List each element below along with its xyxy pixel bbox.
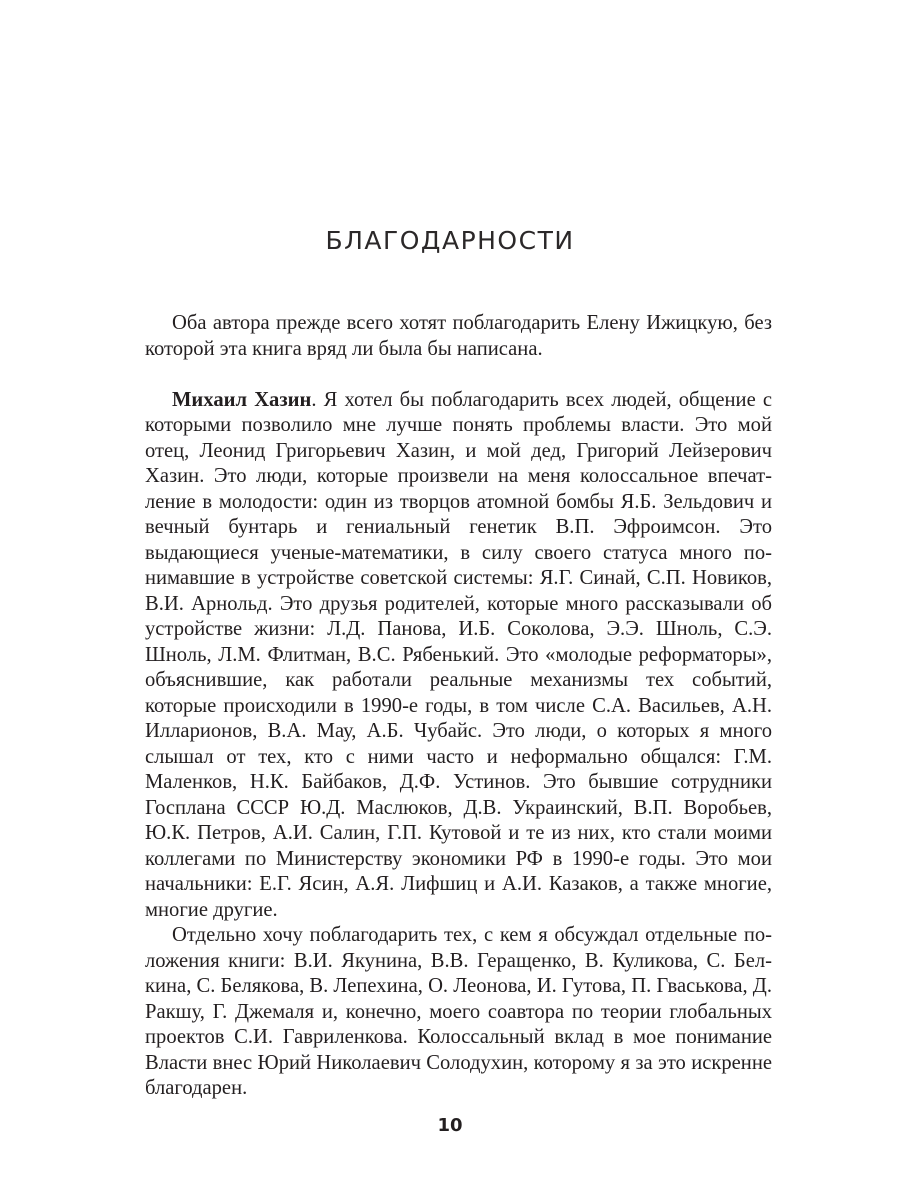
paragraph-khazin <box>145 388 772 924</box>
body-text <box>145 311 772 1102</box>
paragraph-intro: Оба автора прежде всего хотят поблагодарить Елену Ижицкую, без которой эта книга вряд ли была бы написана. <box>145 312 772 360</box>
paragraph-lead-name: Михаил Хазин <box>172 388 312 411</box>
page-number: 10 <box>437 1115 463 1136</box>
paragraph-additional-thanks: Отдельно хочу поблагодарить тех, с кем я обсуждал отдельные положения книги: В.И. Якунина, В.В. Геращенко, В. Куликова, С. Белкина, С. Белякова, В. Лепехина, О. Леонова, И. Гутова, П. Гваськова, Д. Ракшу, Г. Джемаля и, конечно, моего соавтора по теории глобальных проектов С.И. Гавриленкова. Колоссальный вклад в мое понимание Власти внес Юрий Николаевич Солодухин, которому я за это искренне благодарен. <box>145 924 772 1099</box>
chapter-heading: БЛАГОДАРНОСТИ <box>325 226 575 255</box>
paragraph-khazin-text: . Я хотел бы поблагодарить всех людей, общение с которыми позволило мне лучше понять проблемы власти. Это мой отец, Леонид Григорьевич Хазин, и мой дед, Григорий Лейзерович Хазин. Это люди, которые произвели на меня колоссальное впечатление в молодости: один из творцов атомной бомбы Я.Б. Зельдович и вечный бунтарь и гениальный генетик В.П. Эфроимсон. Это выдающиеся ученые-математики, в силу своего статуса много понимавшие в устройстве советской системы: Я.Г. Синай, С.П. Новиков, В.И. Арнольд. Это друзья родителей, которые много рассказывали об устройстве жизни: Л.Д. Панова, И.Б. Соколова, Э.Э. Шноль, С.Э. Шноль, Л.М. Флитман, В.С. Рябенький. Это «молодые реформаторы», объяснившие, как работали реальные механизмы тех событий, которые происходили в 1990-е годы, в том числе С.А. Васильев, А.Н. Илларионов, В.А. Мау, А.Б. Чубайс. Это люди, о которых я много слышал от тех, кто с ними часто и неформально общался: Г.М. Маленков, Н.К. Байбаков, Д.Ф. Устинов. Это бывшие сотрудники Госплана СССР Ю.Д. Маслюков, Д.В. Украинский, В.П. Воробьев, Ю.К. Петров, А.И. Салин, Г.П. Кутовой и те из них, кто стали моими коллегами по Министерству экономики РФ в 1990-е годы. Это мои начальники: Е.Г. Ясин, А.Я. Лифшиц и А.И. Казаков, а также многие, многие другие. <box>145 388 772 921</box>
